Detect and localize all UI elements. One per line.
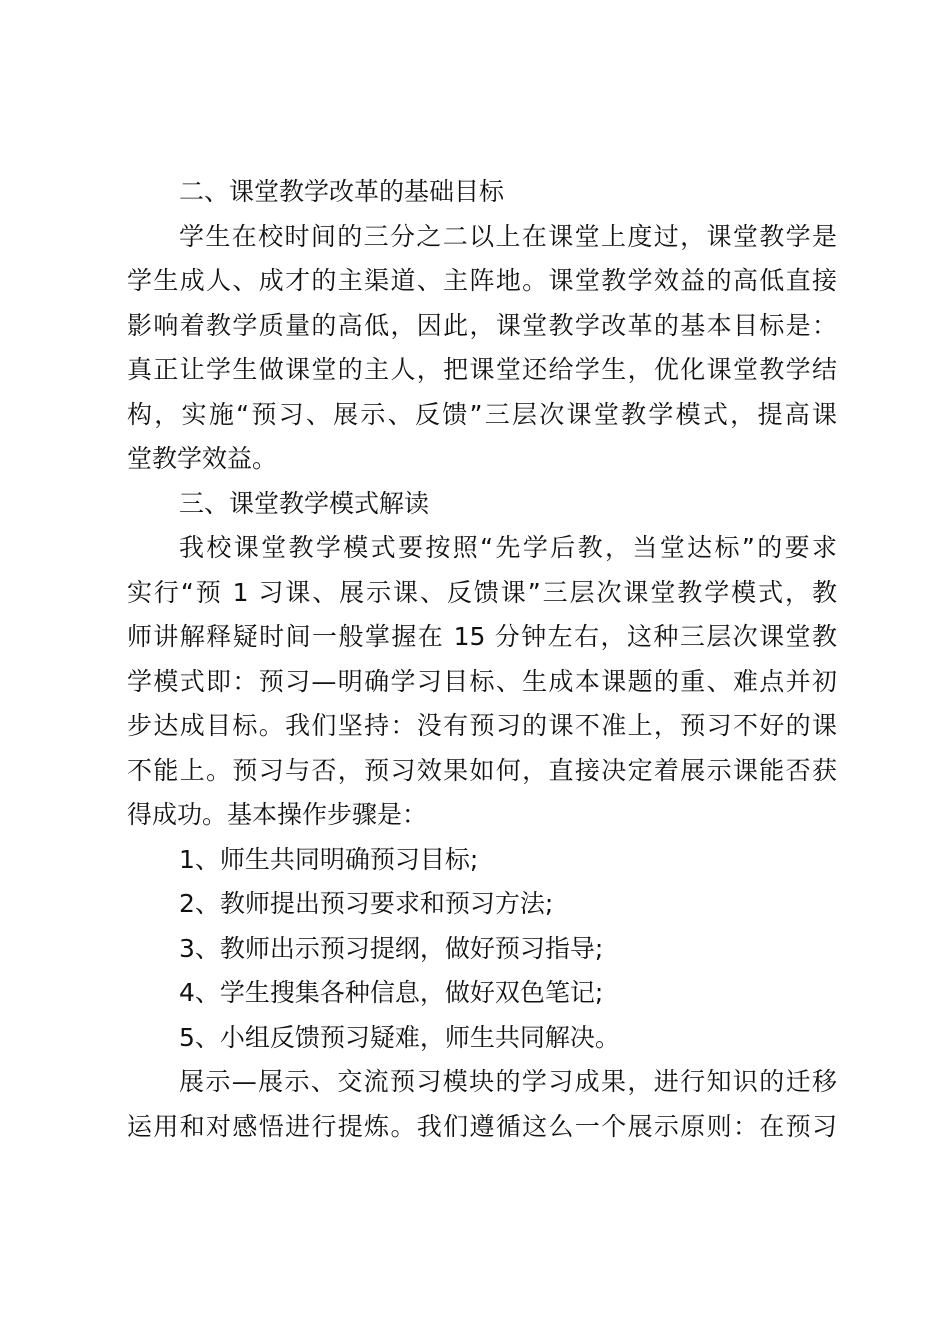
paragraph-line: 我校课堂教学模式要按照“先学后教，当堂达标”的要求	[179, 533, 837, 562]
list-item-1: 1、师生共同明确预习目标;	[179, 844, 479, 874]
paragraph-line: 得成功。基本操作步骤是：	[127, 800, 428, 829]
paragraph-line: 学模式即：预习—明确学习目标、生成本课题的重、难点并初	[127, 666, 837, 696]
paragraph-line: 学生成人、成才的主渠道、主阵地。课堂教学效益的高低直接	[127, 266, 837, 295]
paragraph-line: 堂教学效益。	[127, 444, 278, 473]
list-item-3: 3、教师出示预习提纲，做好预习指导;	[179, 933, 604, 963]
paragraph-line: 步达成目标。我们坚持：没有预习的课不准上，预习不好的课	[127, 711, 837, 740]
paragraph-line: 构，实施“预习、展示、反馈”三层次课堂教学模式，提高课	[127, 399, 837, 429]
paragraph-line: 展示—展示、交流预习模块的学习成果，进行知识的迁移	[179, 1067, 837, 1096]
paragraph-line: 不能上。预习与否，预习效果如何，直接决定着展示课能否获	[127, 755, 837, 785]
list-item-5: 5、小组反馈预习疑难，师生共同解决。	[179, 1022, 620, 1052]
document-body	[127, 170, 837, 1149]
list-item-4: 4、学生搜集各种信息，做好双色笔记;	[179, 978, 604, 1007]
paragraph-line: 实行“预 1 习课、展示课、反馈课”三层次课堂教学模式，教	[127, 577, 837, 607]
paragraph-line: 真正让学生做课堂的主人，把课堂还给学生，优化课堂教学结	[127, 355, 837, 384]
list-item-2: 2、教师提出预习要求和预习方法;	[179, 889, 554, 918]
section-heading-3: 三、课堂教学模式解读	[179, 488, 430, 518]
paragraph-line: 影响着教学质量的高低，因此，课堂教学改革的基本目标是：	[127, 310, 837, 340]
section-heading-2: 二、课堂教学改革的基础目标	[179, 177, 505, 206]
paragraph-line: 运用和对感悟进行提炼。我们遵循这么一个展示原则：在预习	[127, 1111, 837, 1141]
paragraph-line: 师讲解释疑时间一般掌握在 15 分钟左右，这种三层次课堂教	[127, 622, 837, 651]
paragraph-line: 学生在校时间的三分之二以上在课堂上度过，课堂教学是	[179, 221, 837, 251]
